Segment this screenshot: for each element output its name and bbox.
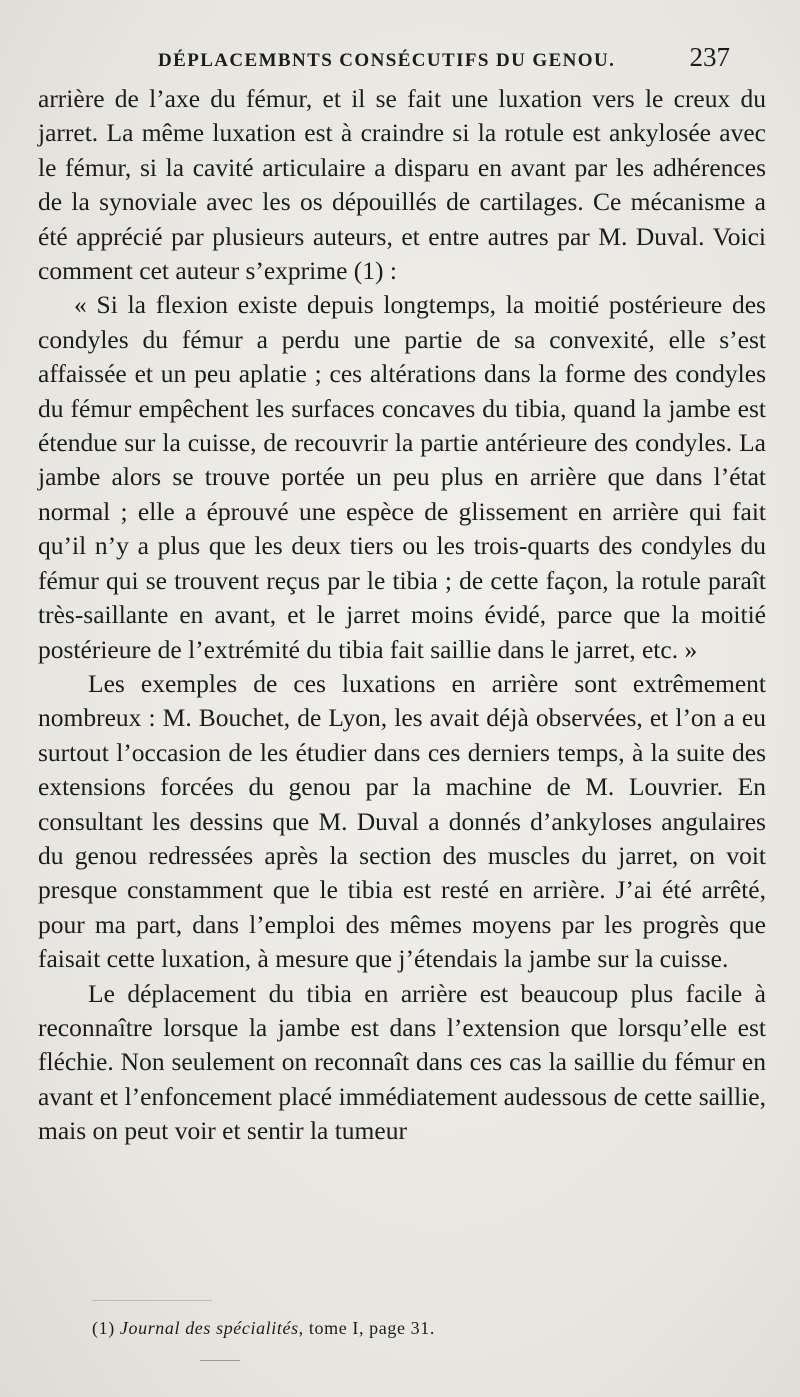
footnote-marker: (1) [92, 1318, 115, 1338]
page-number: 237 [689, 42, 730, 72]
page-header [130, 44, 730, 76]
page-mark [200, 1360, 240, 1361]
paragraph-continuation: arrière de l’axe du fémur, et il se fait une luxation vers le creux du jarret. La même luxation est à craindre si la rotule est ankylosée avec le fémur, si la cavité articulaire a disparu en avant par les adhérences de la synoviale avec les os dépouillés de cartilages. Ce mécanisme a été apprécié par plusieurs auteurs, et entre autres par M. Duval. Voici comment cet auteur s’exprime (1) : [38, 84, 766, 286]
footnote [92, 1318, 732, 1339]
footnote-journal: Journal des spécialités, [119, 1318, 304, 1338]
paragraph-quotation: « Si la flexion existe depuis longtemps, la moitié postérieure des condyles du fémur a perdu une partie de sa convexité, elle s’est affaissée et un peu aplatie ; ces altérations dans la forme des condyles du fémur empêchent les surfaces concaves du tibia, quand la jambe est étendue sur la cuisse, de recouvrir la partie antérieure des condyles. La jambe alors se trouve portée un peu plus en arrière que dans l’état normal ; elle a éprouvé une espèce de glissement en arrière qui fait qu’il n’y a plus que les deux tiers ou les trois-quarts des condyles du fémur qui se trouvent reçus par le tibia ; de cette façon, la rotule paraît très-saillante en avant, et le jarret moins évidé, parce que la moitié postérieure de l’extrémité du tibia fait saillie dans le jarret, etc. » [38, 290, 766, 664]
paragraph-examples: Les exemples de ces luxations en arrière sont extrêmement nombreux : M. Bouchet, de Lyon, les avait déjà observées, et l’on a eu surtout l’occasion de les étudier dans ces derniers temps, à la suite des extensions forcées du genou par la machine de M. Louvrier. En consultant les dessins que M. Duval a donnés d’ankyloses angulaires du genou redressées après la section des muscles du jarret, on voit presque constamment que le tibia est resté en arrière. J’ai été arrêté, pour ma part, dans l’emploi des mêmes moyens par les progrès que faisait cette luxation, à mesure que j’étendais la jambe sur la cuisse. [38, 668, 766, 974]
footnote-divider [92, 1300, 212, 1301]
running-head: DÉPLACEMBNTS CONSÉCUTIFS DU GENOU. [158, 50, 616, 71]
footnote-reference: tome I, page 31. [308, 1318, 435, 1338]
paragraph-displacement: Le déplacement du tibia en arrière est beaucoup plus facile à reconnaître lorsque la jambe est dans l’extension que lorsqu’elle est fléchie. Non seulement on reconnaît dans ces cas la saillie du fémur en avant et l’enfoncement placé immédiatement audessous de cette saillie, mais on peut voir et sentir la tumeur [38, 978, 766, 1146]
body-text [38, 82, 766, 1149]
